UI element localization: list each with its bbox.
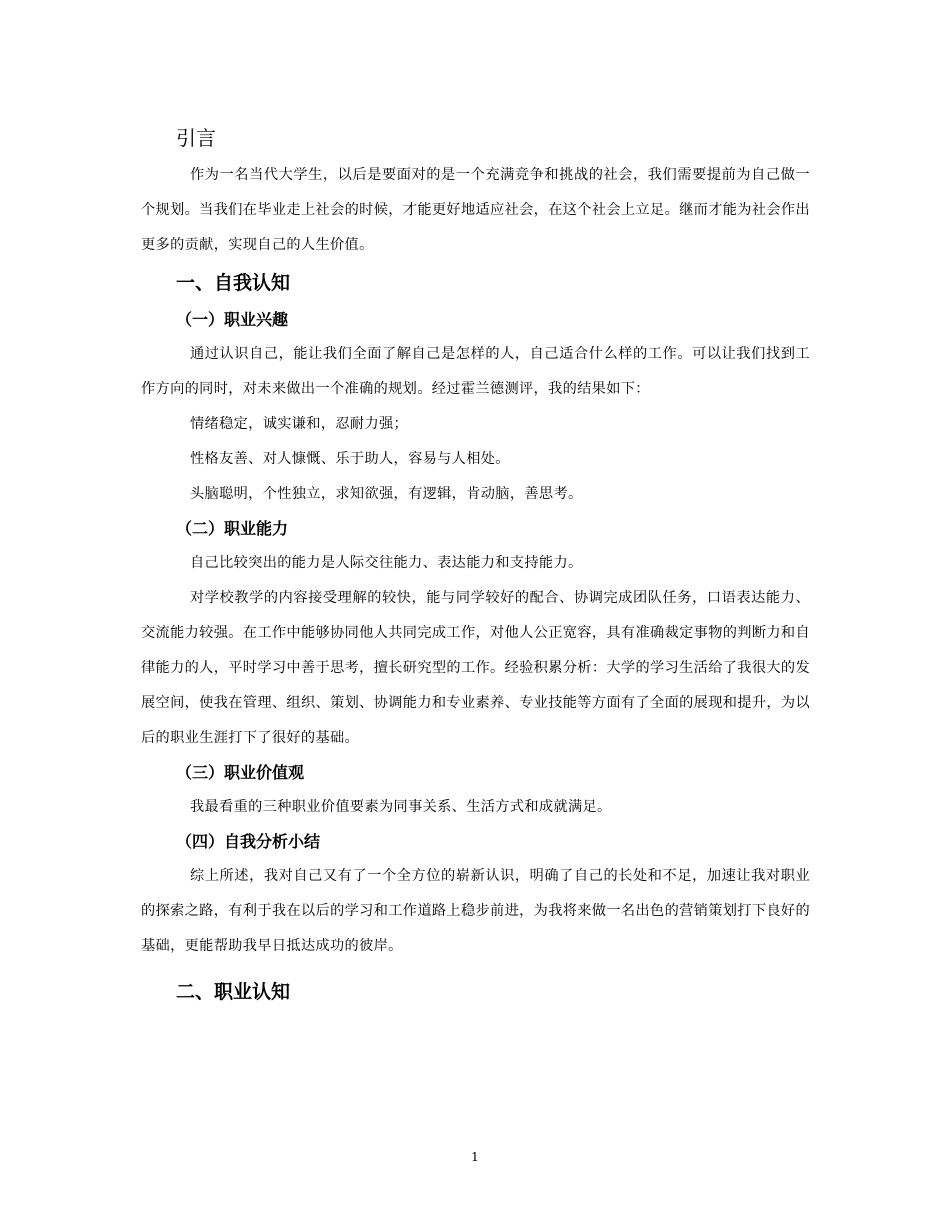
intro-heading: 引言 <box>176 126 216 150</box>
career-interest-paragraph: 通过认识自己，能让我们全面了解自己是怎样的人，自己适合什么样的工作。可以让我们找到工作方向的同时，对未来做出一个准确的规划。经过霍兰德测评，我的结果如下： <box>141 346 810 397</box>
subsection-career-values-title: （三）职业价值观 <box>176 763 305 782</box>
career-values-paragraph: 我最看重的三种职业价值要素为同事关系、生活方式和成就满足。 <box>190 799 612 815</box>
spacer <box>141 964 810 972</box>
career-interest-item: 性格友善、对人慷慨、乐于助人，容易与人相处。 <box>190 451 510 467</box>
section-career-awareness-title: 二、职业认知 <box>176 981 291 1003</box>
page-number: 1 <box>471 1150 479 1164</box>
career-interest-item: 头脑聪明，个性独立，求知欲强，有逻辑，肯动脑，善思考。 <box>190 486 583 502</box>
career-interest-item: 情绪稳定，诚实谦和，忍耐力强； <box>190 416 409 432</box>
document-body <box>141 118 810 1012</box>
career-ability-paragraph-1: 自己比较突出的能力是人际交往能力、表达能力和支持能力。 <box>190 555 583 571</box>
career-ability-paragraph-2: 对学校教学的内容接受理解的较快，能与同学较好的配合、协调完成团队任务，口语表达能力、交流能力较强。在工作中能够协同他人共同完成工作，对他人公正宽容，具有准确裁定事物的判断力和自律能力的人，平时学习中善于思考，擅长研究型的工作。经验积累分析：大学的学习生活给了我很大的发展空间，使我在管理、组织、策划、协调能力和专业素养、专业技能等方面有了全面的展现和提升，为以后的职业生涯打下了很好的基础。 <box>141 590 810 746</box>
subsection-career-ability-title: （二）职业能力 <box>176 519 289 538</box>
subsection-career-interest-title: （一）职业兴趣 <box>176 310 289 329</box>
section-self-awareness-title: 一、自我认知 <box>176 272 291 294</box>
intro-paragraph: 作为一名当代大学生，以后是要面对的是一个充满竞争和挑战的社会，我们需要提前为自己做一个规划。当我们在毕业走上社会的时候，才能更好地适应社会，在这个社会上立足。继而才能为社会作出更多的贡献，实现自己的人生价值。 <box>141 167 810 253</box>
self-analysis-summary-paragraph: 综上所述，我对自己又有了一个全方位的崭新认识，明确了自己的长处和不足，加速让我对职业的探索之路，有利于我在以后的学习和工作道路上稳步前进，为我将来做一名出色的营销策划打下良好的基础，更能帮助我早日抵达成功的彼岸。 <box>141 868 810 954</box>
subsection-self-analysis-summary-title: （四）自我分析小结 <box>176 832 321 851</box>
